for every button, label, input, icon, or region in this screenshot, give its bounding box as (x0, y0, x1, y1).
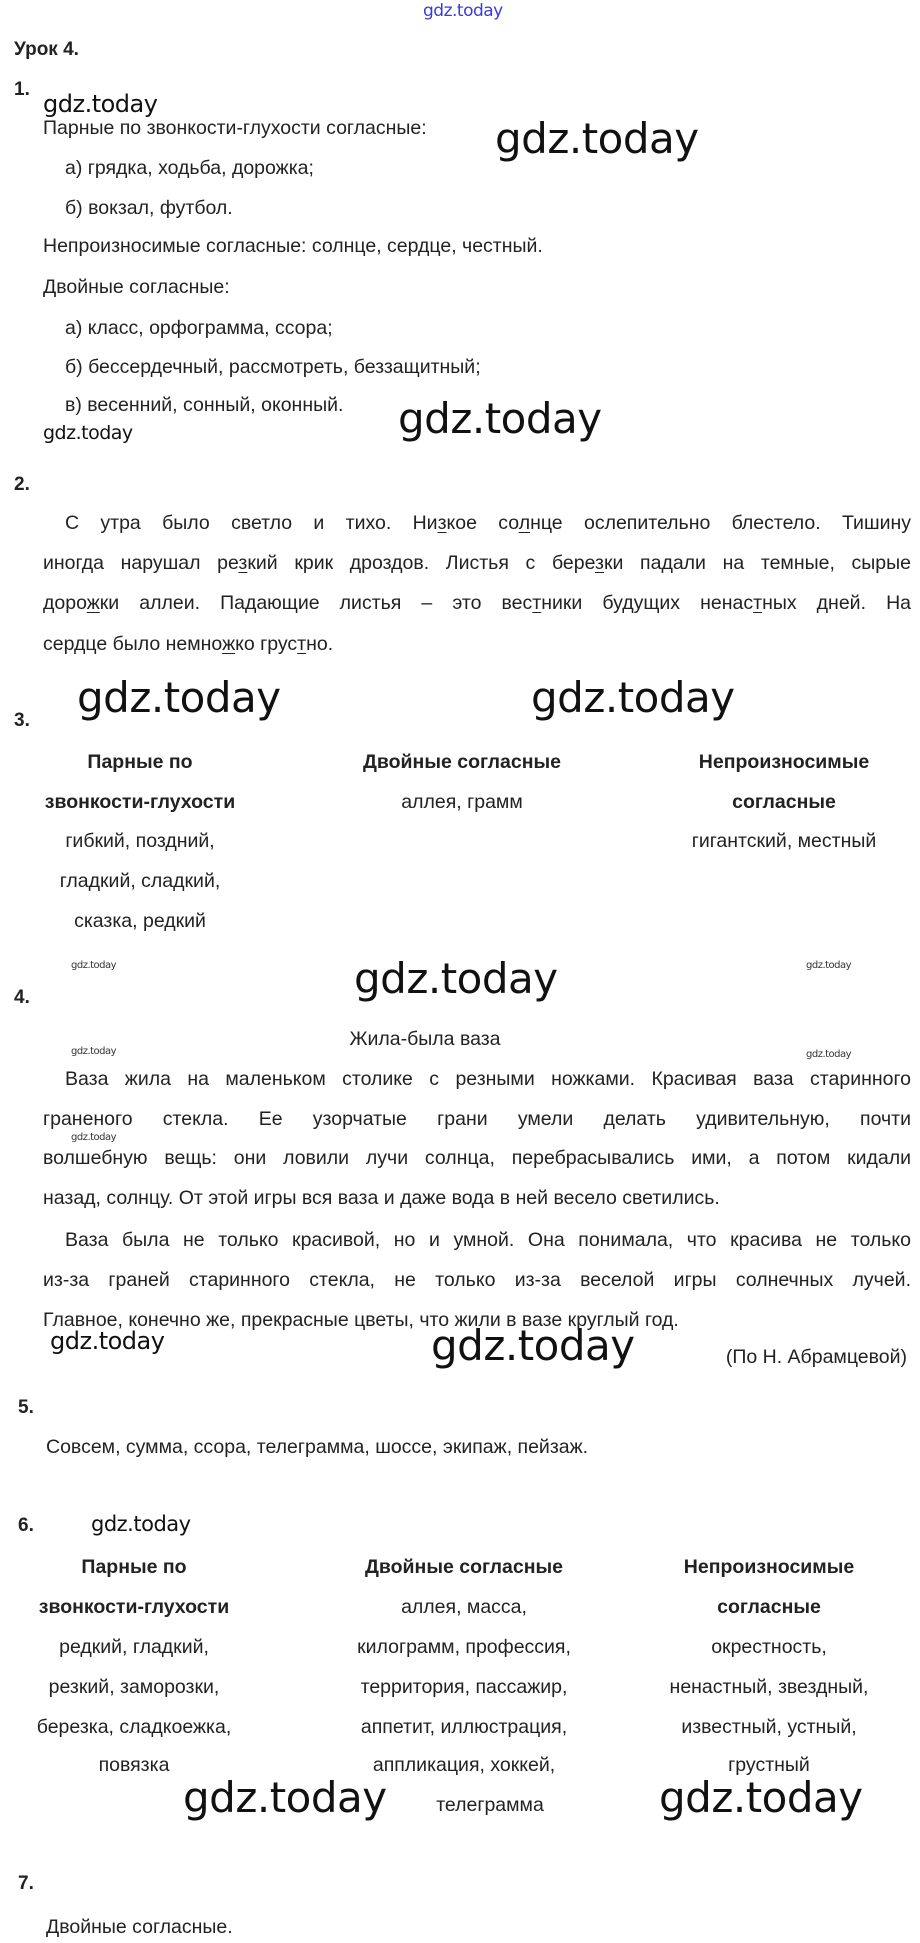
lesson-title: Урок 4. (14, 39, 79, 60)
column-header: звонкости-глухости (44, 791, 236, 813)
watermark: gdz.today (43, 422, 133, 444)
text-segment: нце ослепительно блестело. Тишину (530, 512, 911, 534)
text-line (43, 591, 911, 615)
table-cell: березка, сладкоежка, (36, 1716, 232, 1738)
underlined-letter: д (74, 633, 86, 655)
table-cell: территория, пассажир, (360, 1676, 568, 1698)
text-line: граненого стекла. Ее узорчатые грани умели делать удивительную, почти (43, 1108, 911, 1130)
exercise-number: 2. (14, 474, 30, 495)
table-cell: ненастный, звездный, (669, 1676, 869, 1698)
text-segment: ных дней. На (762, 592, 911, 614)
watermark: gdz.today (531, 673, 735, 722)
underlined-letter: т (297, 633, 307, 655)
text-line (43, 551, 911, 575)
watermark: gdz.today (431, 1321, 635, 1370)
underlined-letter: т (753, 592, 763, 614)
text-line (43, 632, 333, 656)
text-line (43, 511, 911, 535)
story-title: Жила-была ваза (349, 1028, 501, 1050)
table-cell: известный, устный, (681, 1716, 857, 1738)
watermark: gdz.today (71, 960, 117, 971)
text-segment: ники будущих ненас (541, 592, 754, 614)
text-segment: ки падали на темные, сырые (603, 552, 912, 574)
column-header: Парные по (81, 1556, 187, 1578)
exercise-number: 4. (14, 987, 30, 1008)
text-segment: кий крик дроздов. Листья с бере (247, 552, 596, 574)
column-header: Непроизносимые (698, 751, 870, 773)
text-line: б) вокзал, футбол. (65, 197, 233, 219)
underlined-letter: т (532, 592, 542, 614)
watermark: gdz.today (806, 960, 852, 971)
text-segment: иногда нарушал ре (43, 552, 239, 574)
column-header: Непроизносимые (683, 1556, 855, 1578)
watermark: gdz.today (183, 1773, 387, 1822)
watermark: gdz.today (495, 114, 699, 163)
column-header: звонкости-глухости (38, 1596, 230, 1618)
table-cell: телеграмма (436, 1794, 544, 1816)
text-segment: сер (43, 633, 74, 655)
text-segment: ко грус (235, 633, 298, 655)
exercise-number: 3. (14, 710, 30, 731)
watermark: gdz.today (71, 1132, 117, 1143)
text-line: Главное, конечно же, прекрасные цветы, что жили в вазе круглый год. (43, 1309, 679, 1331)
watermark: gdz.today (659, 1773, 863, 1822)
text-line: а) класс, орфограмма, ссора; (65, 317, 333, 339)
text-line: Двойные согласные: (43, 276, 230, 298)
watermark: gdz.today (50, 1327, 165, 1355)
watermark: gdz.today (423, 1, 503, 21)
text-segment: С утра было светло и тихо. Ни (65, 512, 438, 534)
text-line: Ваза жила на маленьком столике с резными ножками. Красивая ваза старинного (65, 1068, 911, 1090)
column-header: Парные по (87, 751, 193, 773)
watermark: gdz.today (43, 90, 158, 118)
text-segment: це было немно (85, 633, 223, 655)
table-cell: гибкий, поздний, (65, 830, 215, 852)
table-cell: редкий, гладкий, (59, 1636, 209, 1658)
table-cell: аллея, грамм (401, 791, 523, 813)
table-cell: аппликация, хоккей, (372, 1754, 556, 1776)
table-cell: сказка, редкий (74, 910, 206, 932)
text-line: Совсем, сумма, ссора, телеграмма, шоссе, экипаж, пейзаж. (46, 1436, 589, 1458)
underlined-letter: з (595, 552, 604, 574)
text-segment: кое со (446, 512, 519, 534)
exercise-number: 5. (18, 1397, 34, 1418)
underlined-letter: ж (222, 633, 236, 655)
table-cell: аллея, масса, (401, 1596, 527, 1618)
text-line: а) грядка, ходьба, дорожка; (65, 157, 314, 179)
table-cell: окрестность, (711, 1636, 827, 1658)
column-header: согласные (717, 1596, 821, 1618)
text-line: волшебную вещь: они ловили лучи солнца, перебрасывались ими, а потом кидали (43, 1147, 911, 1169)
underlined-letter: з (437, 512, 447, 534)
underlined-letter: л (518, 512, 531, 534)
text-segment: ки аллеи. Падающие листья – это вес (99, 592, 533, 614)
column-header: согласные (732, 791, 836, 813)
text-line: из-за граней старинного стекла, не только из-за веселой игры солнечных лучей. (43, 1269, 911, 1291)
exercise-number: 6. (18, 1515, 34, 1536)
exercise-number: 1. (14, 79, 30, 100)
source-attribution: (По Н. Абрамцевой) (725, 1346, 907, 1368)
table-cell: гигантский, местный (691, 830, 877, 852)
column-header: Двойные согласные (365, 1556, 563, 1578)
table-cell: гладкий, сладкий, (59, 870, 221, 892)
text-line: назад, солнцу. От этой игры вся ваза и даже вода в ней весело светились. (43, 1187, 720, 1209)
text-line: б) бессердечный, рассмотреть, беззащитный; (65, 356, 481, 378)
table-cell: повязка (98, 1754, 170, 1776)
underlined-letter: ж (86, 592, 100, 614)
table-cell: грустный (728, 1754, 810, 1776)
watermark: gdz.today (354, 954, 558, 1003)
text-line: Двойные согласные. (46, 1916, 233, 1938)
text-segment: доро (43, 592, 87, 614)
watermark: gdz.today (398, 394, 602, 443)
table-cell: килограмм, профессия, (357, 1636, 571, 1658)
text-line: Непроизносимые согласные: солнце, сердце, честный. (43, 235, 543, 257)
text-line: Ваза была не только красивой, но и умной. Она понимала, что красива не только (65, 1229, 911, 1251)
text-line: Парные по звонкости-глухости согласные: (43, 117, 427, 139)
watermark: gdz.today (77, 673, 281, 722)
text-line: в) весенний, сонный, оконный. (65, 394, 344, 416)
text-segment: но. (306, 633, 334, 655)
table-cell: аппетит, иллюстрация, (360, 1716, 568, 1738)
exercise-number: 7. (18, 1873, 34, 1894)
watermark: gdz.today (806, 1049, 852, 1060)
watermark: gdz.today (71, 1046, 117, 1057)
underlined-letter: з (238, 552, 248, 574)
watermark: gdz.today (91, 1512, 191, 1536)
table-cell: резкий, заморозки, (48, 1676, 220, 1698)
column-header: Двойные согласные (363, 751, 561, 773)
